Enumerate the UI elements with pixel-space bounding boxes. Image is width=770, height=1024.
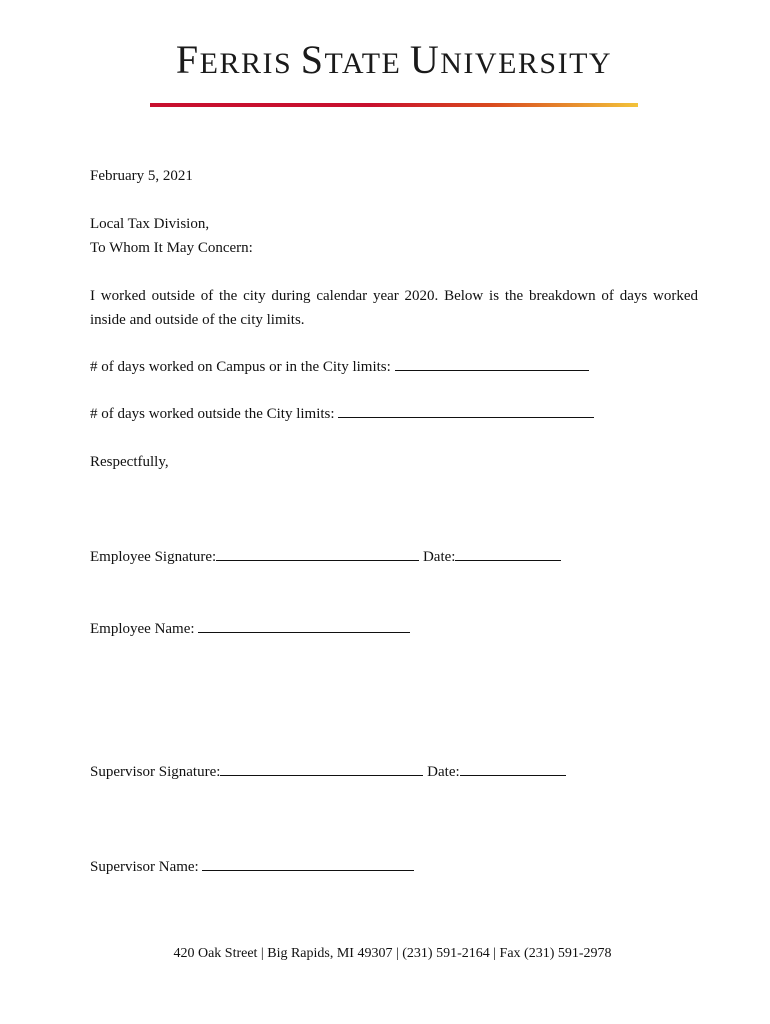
supervisor-date-label: Date: xyxy=(427,764,460,780)
recipient: Local Tax Division, xyxy=(90,216,210,232)
supervisor-signature-label: Supervisor Signature: xyxy=(90,764,221,780)
logo-color-bar xyxy=(150,103,638,107)
supervisor-date-field[interactable] xyxy=(460,761,566,776)
supervisor-name-label: Supervisor Name: xyxy=(90,859,199,875)
supervisor-signature-row xyxy=(90,760,566,784)
employee-name-field[interactable] xyxy=(198,618,410,633)
days-outside-label: # of days worked outside the City limits: xyxy=(90,406,335,422)
days-inside-field[interactable] xyxy=(395,356,589,371)
days-outside-row xyxy=(90,402,594,426)
letter-date: February 5, 2021 xyxy=(90,168,193,184)
employee-name-row xyxy=(90,617,410,641)
footer-address: 420 Oak Street | Big Rapids, MI 49307 | (231) 591-2164 | Fax (231) 591-2978 xyxy=(173,946,612,961)
employee-signature-row xyxy=(90,545,561,569)
employee-date-label: Date: xyxy=(422,549,456,565)
employee-signature-label: Employee Signature: xyxy=(90,549,217,565)
letter-body: I worked outside of the city during calendar year 2020. Below is the breakdown of days worked inside and outside of the city limits. xyxy=(90,288,698,328)
days-inside-label: # of days worked on Campus or in the City limits: xyxy=(90,359,391,375)
supervisor-name-row xyxy=(90,855,414,879)
salutation: To Whom It May Concern: xyxy=(90,240,253,256)
employee-date-field[interactable] xyxy=(455,546,561,561)
days-outside-field[interactable] xyxy=(338,403,594,418)
employee-name-label: Employee Name: xyxy=(90,621,195,637)
days-inside-row xyxy=(90,355,589,379)
supervisor-signature-field[interactable] xyxy=(220,761,423,776)
supervisor-name-field[interactable] xyxy=(202,856,414,871)
employee-signature-field[interactable] xyxy=(216,546,419,561)
university-logo: FERRIS STATE UNIVERSITY xyxy=(175,37,613,82)
closing: Respectfully, xyxy=(90,454,169,470)
